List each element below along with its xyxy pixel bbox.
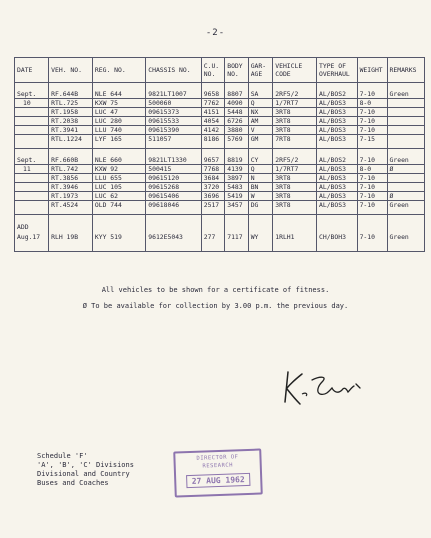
cell-veh-no: RTL.742 (49, 165, 93, 174)
cell-garage: CY (248, 149, 273, 165)
cell-weight: 7-10 (357, 108, 387, 117)
cell-vehicle-code: 1/7RT7 (273, 165, 317, 174)
cell-veh-no: RTL.725 (49, 99, 93, 108)
cell-weight: 7-10 (357, 174, 387, 183)
cell-overhaul: AL/BOS2 (317, 149, 358, 165)
cell-cu-no: 4054 (201, 117, 224, 126)
cell-garage: V (248, 126, 273, 135)
cell-garage: GM (248, 135, 273, 149)
cell-chassis-no: 09615406 (146, 192, 202, 201)
group-sept-11 (15, 149, 425, 215)
header-reg-no: REG. NO. (92, 58, 145, 83)
cell-body-no: 5448 (225, 108, 248, 117)
cell-weight: 7-10 (357, 231, 387, 252)
schedule-footer (37, 452, 134, 488)
cell-chassis-no: 09615120 (146, 174, 202, 183)
header-vehicle-code: VEHICLE CODE (273, 58, 317, 83)
table-row (15, 149, 425, 165)
cell-overhaul: AL/BOS3 (317, 117, 358, 126)
table-row (15, 83, 425, 99)
table-row (15, 108, 425, 117)
fitness-note: All vehicles to be shown for a certificate of fitness. (101, 286, 330, 294)
cell-remarks: Green (387, 231, 424, 252)
cell-reg-no: OLD 744 (92, 201, 145, 215)
cell-weight: 7-15 (357, 135, 387, 149)
cell-remarks (387, 108, 424, 117)
cell-veh-no: RT.3941 (49, 126, 93, 135)
cell-remarks: Ø (387, 165, 424, 174)
header-weight: WEIGHT (357, 58, 387, 83)
cell-date: 10 (15, 99, 49, 108)
add-label-row (15, 215, 425, 232)
cell-vehicle-code: 3RT8 (273, 108, 317, 117)
cell-chassis-no: 09618046 (146, 201, 202, 215)
cell-body-no: 3880 (225, 126, 248, 135)
cell-remarks: Green (387, 149, 424, 165)
footer-line-2: 'A', 'B', 'C' Divisions (37, 461, 134, 469)
page-number: -2- (205, 28, 226, 38)
cell-reg-no: LUC 105 (92, 183, 145, 192)
cell-overhaul: AL/BOS3 (317, 192, 358, 201)
cell-date (15, 183, 49, 192)
cell-veh-no: RT.1958 (49, 108, 93, 117)
footer-line-4: Buses and Coaches (37, 479, 109, 487)
cell-remarks (387, 99, 424, 108)
received-stamp (173, 448, 263, 497)
cell-date (15, 135, 49, 149)
header-remarks: REMARKS (387, 58, 424, 83)
handwritten-signature-icon (282, 368, 364, 408)
cell-vehicle-code: 2RF5/2 (273, 83, 317, 99)
cell-weight: 7-10 (357, 126, 387, 135)
cell-reg-no: NLE 660 (92, 149, 145, 165)
cell-reg-no: NLE 644 (92, 83, 145, 99)
cell-garage: Q (248, 99, 273, 108)
cell-remarks: Green (387, 201, 424, 215)
cell-reg-no: KYY 519 (92, 231, 145, 252)
cell-garage: BN (248, 183, 273, 192)
cell-chassis-no: 09615390 (146, 126, 202, 135)
cell-remarks (387, 126, 424, 135)
cell-veh-no: RLH 19B (49, 231, 93, 252)
cell-body-no: 5419 (225, 192, 248, 201)
cell-chassis-no: 500060 (146, 99, 202, 108)
cell-weight: 8-0 (357, 165, 387, 174)
add-section (15, 215, 425, 252)
header-type-of-overhaul: TYPE OF OVERHAUL (317, 58, 358, 83)
cell-overhaul: AL/BOS3 (317, 135, 358, 149)
cell-cu-no: 277 (201, 231, 224, 252)
cell-date (15, 108, 49, 117)
add-label: ADD (15, 215, 49, 232)
cell-overhaul: AL/BOS3 (317, 126, 358, 135)
cell-veh-no: RT.1973 (49, 192, 93, 201)
cell-chassis-no: 500415 (146, 165, 202, 174)
cell-chassis-no: 9821LT1330 (146, 149, 202, 165)
cell-remarks (387, 183, 424, 192)
table-row (15, 126, 425, 135)
cell-cu-no: 7768 (201, 165, 224, 174)
cell-overhaul: AL/BOS3 (317, 99, 358, 108)
cell-weight: 8-0 (357, 99, 387, 108)
cell-body-no: 8819 (225, 149, 248, 165)
cell-vehicle-code: 2RF5/2 (273, 149, 317, 165)
table-row (15, 192, 425, 201)
cell-reg-no: LUC 280 (92, 117, 145, 126)
cell-weight: 7-10 (357, 192, 387, 201)
cell-chassis-no: 09615533 (146, 117, 202, 126)
cell-body-no: 3897 (225, 174, 248, 183)
cell-reg-no: LUC 62 (92, 192, 145, 201)
cell-remarks: Ø (387, 192, 424, 201)
cell-cu-no: 3720 (201, 183, 224, 192)
cell-overhaul: AL/BOS3 (317, 165, 358, 174)
footer-line-3: Divisional and Country (37, 470, 130, 478)
stamp-line-2: RESEARCH (202, 462, 234, 470)
cell-remarks (387, 135, 424, 149)
cell-reg-no: LLU 740 (92, 126, 145, 135)
cell-weight: 7-10 (357, 201, 387, 215)
cell-body-no: 3457 (225, 201, 248, 215)
table-row (15, 165, 425, 174)
cell-chassis-no: 9821LT1007 (146, 83, 202, 99)
cell-cu-no: 3696 (201, 192, 224, 201)
cell-date: 11 (15, 165, 49, 174)
cell-garage: DG (248, 201, 273, 215)
group-sept-10 (15, 83, 425, 149)
cell-vehicle-code: 3RT8 (273, 201, 317, 215)
add-vehicle-row (15, 231, 425, 252)
cell-veh-no: RF.660B (49, 149, 93, 165)
cell-garage: AM (248, 117, 273, 126)
table-row (15, 174, 425, 183)
cell-vehicle-code: 3RT8 (273, 183, 317, 192)
cell-chassis-no: 09615268 (146, 183, 202, 192)
vehicle-schedule-table (14, 57, 425, 252)
cell-vehicle-code: 3RT8 (273, 174, 317, 183)
table-row (15, 201, 425, 215)
cell-body-no: 4090 (225, 99, 248, 108)
cell-overhaul: AL/BOS3 (317, 108, 358, 117)
header-row (15, 58, 425, 83)
cell-weight: 7-10 (357, 149, 387, 165)
cell-date (15, 201, 49, 215)
cell-cu-no: 2517 (201, 201, 224, 215)
cell-overhaul: CH/BOH3 (317, 231, 358, 252)
cell-veh-no: RT.2038 (49, 117, 93, 126)
cell-reg-no: LLU 655 (92, 174, 145, 183)
cell-veh-no: RT.4524 (49, 201, 93, 215)
cell-veh-no: RTL.1224 (49, 135, 93, 149)
cell-vehicle-code: 3RT8 (273, 192, 317, 201)
cell-weight: 7-10 (357, 183, 387, 192)
cell-cu-no: 4151 (201, 108, 224, 117)
cell-veh-no: RF.644B (49, 83, 93, 99)
cell-veh-no: RT.3946 (49, 183, 93, 192)
cell-vehicle-code: 7RT8 (273, 135, 317, 149)
cell-remarks: Green (387, 83, 424, 99)
cell-cu-no: 8186 (201, 135, 224, 149)
cell-cu-no: 7762 (201, 99, 224, 108)
cell-date (15, 192, 49, 201)
cell-chassis-no: 9612E5043 (146, 231, 202, 252)
cell-overhaul: AL/BOS3 (317, 183, 358, 192)
table-row (15, 183, 425, 192)
cell-veh-no: RT.3856 (49, 174, 93, 183)
cell-cu-no: 4142 (201, 126, 224, 135)
cell-garage: W (248, 192, 273, 201)
cell-garage: Q (248, 165, 273, 174)
cell-reg-no: KXW 92 (92, 165, 145, 174)
cell-date (15, 126, 49, 135)
cell-body-no: 4139 (225, 165, 248, 174)
collection-note: Ø To be available for collection by 3.00 p.m. the previous day. (82, 302, 349, 310)
cell-reg-no: LUC 47 (92, 108, 145, 117)
header-date: DATE (15, 58, 49, 83)
cell-cu-no: 9658 (201, 83, 224, 99)
cell-body-no: 5769 (225, 135, 248, 149)
table-row (15, 117, 425, 126)
table-row (15, 135, 425, 149)
cell-weight: 7-10 (357, 83, 387, 99)
cell-reg-no: LYF 165 (92, 135, 145, 149)
header-cu-no: C.U. NO. (201, 58, 224, 83)
cell-date (15, 174, 49, 183)
cell-vehicle-code: 1/7RT7 (273, 99, 317, 108)
cell-garage: N (248, 174, 273, 183)
table-row (15, 99, 425, 108)
cell-body-no: 5483 (225, 183, 248, 192)
cell-cu-no: 9657 (201, 149, 224, 165)
cell-vehicle-code: 3RT8 (273, 126, 317, 135)
cell-body-no: 6726 (225, 117, 248, 126)
cell-date: Sept. (15, 83, 49, 99)
header-chassis-no: CHASSIS NO. (146, 58, 202, 83)
cell-garage: SA (248, 83, 273, 99)
cell-reg-no: KXW 75 (92, 99, 145, 108)
header-garage: GAR- AGE (248, 58, 273, 83)
cell-overhaul: AL/BOS3 (317, 174, 358, 183)
cell-cu-no: 3684 (201, 174, 224, 183)
cell-remarks (387, 174, 424, 183)
footer-line-1: Schedule 'F' (37, 452, 88, 460)
cell-vehicle-code: 1RLH1 (273, 231, 317, 252)
cell-body-no: 7117 (225, 231, 248, 252)
cell-date (15, 117, 49, 126)
header-body-no: BODY NO. (225, 58, 248, 83)
cell-overhaul: AL/BOS2 (317, 83, 358, 99)
stamp-date: 27 AUG 1962 (186, 473, 250, 488)
cell-date: Aug.17 (15, 231, 49, 252)
table-header (15, 58, 425, 83)
cell-chassis-no: 09615373 (146, 108, 202, 117)
stamp-line-1: DIRECTOR OF (196, 454, 239, 462)
cell-vehicle-code: 3RT8 (273, 117, 317, 126)
cell-weight: 7-10 (357, 117, 387, 126)
cell-garage: WY (248, 231, 273, 252)
cell-garage: NX (248, 108, 273, 117)
cell-chassis-no: 511057 (146, 135, 202, 149)
cell-date: Sept. (15, 149, 49, 165)
cell-body-no: 8807 (225, 83, 248, 99)
cell-remarks (387, 117, 424, 126)
header-veh-no: VEH. NO. (49, 58, 93, 83)
cell-overhaul: AL/BOS3 (317, 201, 358, 215)
